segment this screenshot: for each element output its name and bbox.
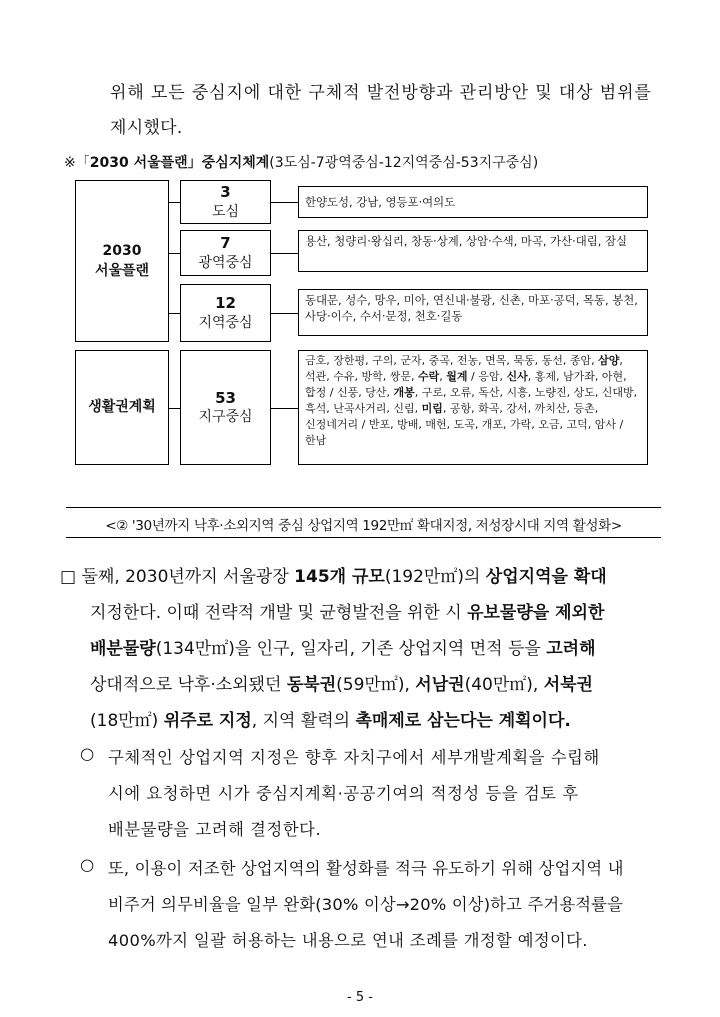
areas-bold: 월계 xyxy=(446,370,468,383)
areas-bold: 수락 xyxy=(417,370,440,383)
section-rule-bottom xyxy=(66,537,661,538)
tier-areas-district xyxy=(298,350,648,465)
sub-item-2-line-2: 비주거 의무비율을 일부 완화(30% 이상→20% 이상)하고 주거용적률을 xyxy=(108,895,624,914)
sub-item-2-line-1: 또, 이용이 저조한 상업지역의 활성화를 적극 유도하기 위해 상업지역 내 xyxy=(108,859,624,878)
paragraph-line-4 xyxy=(90,670,593,695)
tier-count: 3 xyxy=(220,183,231,202)
areas-text: / 응암, xyxy=(467,370,507,383)
tier-box-regional xyxy=(180,230,271,276)
note-detail: (3도심-7광역중심-12지역중심-53지구중심) xyxy=(269,155,539,171)
text-bold: 상업지역을 확대 xyxy=(485,567,607,587)
note-plan-title: 2030 서울플랜 xyxy=(89,155,188,171)
text-bold: 145개 규모 xyxy=(294,567,385,587)
connector xyxy=(169,202,180,203)
text-run: 지정한다. 이때 전략적 개발 및 균형발전을 위한 시 xyxy=(90,603,468,623)
tier-box-district xyxy=(180,350,271,465)
tier-name: 도심 xyxy=(211,203,240,220)
note-title xyxy=(64,152,538,172)
plan-label-year: 2030 xyxy=(102,242,142,259)
square-bullet: □ xyxy=(60,567,77,587)
text-bold: 유보물량을 제외한 xyxy=(467,603,605,623)
section-rule-top xyxy=(66,507,661,508)
sub-item-1-line-1: 구체적인 상업지역 지정은 향후 자치구에서 세부개발계획을 수립해 xyxy=(108,748,600,767)
paragraph-line-5 xyxy=(90,706,571,731)
text-bold: 고려해 xyxy=(546,639,596,659)
tier-areas-local xyxy=(298,289,648,336)
tier-areas-regional xyxy=(298,230,648,272)
intro-line-1: 위해 모든 중심지에 대한 구체적 발전방향과 관리방안 및 대상 범위를 xyxy=(110,83,652,103)
plan-label-name: 서울플랜 xyxy=(94,263,150,279)
sub-item-bullet: ○ xyxy=(80,744,95,763)
areas-text: , xyxy=(439,370,447,383)
intro-line-2: 제시했다. xyxy=(110,118,183,138)
areas-text: , 홍제, 남가좌, 아현, 합정 / 신풍, 당산, xyxy=(305,370,627,399)
connector xyxy=(169,253,180,254)
areas-text: 한양도성, 강남, 영등포·여의도 xyxy=(305,194,456,209)
tier-count: 12 xyxy=(215,294,236,313)
tier-box-local xyxy=(180,284,271,342)
areas-text: 용산, 청량리·왕십리, 창동·상계, 상암·수색, 마곡, 가산·대림, 잠실 xyxy=(305,234,628,248)
text-bold: 서북권 xyxy=(543,675,593,695)
life-plan-label: 생활권계획 xyxy=(88,399,156,416)
connector xyxy=(271,313,298,314)
text-bold: 위주로 지정 xyxy=(163,711,252,731)
text-run: (18만㎡) xyxy=(90,711,164,731)
life-plan-label-box xyxy=(75,350,169,465)
tier-count: 53 xyxy=(215,388,236,407)
areas-text: , 구로, 오류, 독산, 시흥, 노량진, 상도, 신대방, 흑석, 난곡사거리, 신림, xyxy=(305,386,638,415)
sub-item-bullet: ○ xyxy=(80,855,95,874)
paragraph-line-3 xyxy=(90,634,596,659)
text-run: 둘째, 2030년까지 서울광장 xyxy=(81,567,295,587)
areas-text: 금호, 장한평, 구의, 군자, 중곡, 전농, 면목, 묵동, 동선, 종암, xyxy=(305,354,599,367)
text-run: (59만㎡), xyxy=(336,675,416,695)
areas-bold: 개봉 xyxy=(393,386,415,399)
connector xyxy=(169,408,180,409)
connector xyxy=(271,202,298,203)
areas-bold: 미림 xyxy=(421,402,443,415)
note-prefix: ※「 xyxy=(64,155,90,171)
sub-item-1-line-2: 시에 요청하면 시가 중심지계획·공공기여의 적정성 등을 검토 후 xyxy=(108,784,579,803)
paragraph-line-1 xyxy=(60,562,607,587)
text-run: 상대적으로 낙후·소외됐던 xyxy=(90,675,287,695)
tier-name: 지구중심 xyxy=(198,409,253,426)
tier-name: 지역중심 xyxy=(198,314,253,331)
tier-areas-downtown xyxy=(298,186,648,218)
text-run: (40만㎡), xyxy=(464,675,544,695)
sub-item-2-line-3: 400%까지 일괄 허용하는 내용으로 연내 조례를 개정할 예정이다. xyxy=(108,931,588,950)
text-bold: 촉매제로 삼는다는 계획이다. xyxy=(355,711,571,731)
areas-bold: 삼양 xyxy=(598,354,620,367)
tier-count: 7 xyxy=(220,234,231,253)
text-run: (192만㎡)의 xyxy=(384,567,486,587)
sub-item-1-line-3: 배분물량을 고려해 결정한다. xyxy=(108,820,322,839)
section-header: <② '30년까지 낙후·소외지역 중심 상업지역 192만㎡ 확대지정, 저성장시대 지역 활성화> xyxy=(105,518,622,534)
connector xyxy=(169,313,180,314)
text-run: , 지역 활력의 xyxy=(251,711,356,731)
connector xyxy=(271,408,298,409)
tier-box-downtown xyxy=(180,180,271,224)
text-bold: 배분물량 xyxy=(90,639,156,659)
text-bold: 서남권 xyxy=(415,675,465,695)
areas-text: , 공항, 화곡, 강서, 까치산, 등촌, 신정네거리 / 반포, 방배, 매헌, 도곡, 개포, 가락, 오금, 고덕, 암사 / 한남 xyxy=(305,402,624,447)
tier-name: 광역중심 xyxy=(198,254,253,271)
note-suffix: 」중심지체계 xyxy=(187,155,270,171)
areas-bold: 신사 xyxy=(506,370,528,383)
plan-label-box xyxy=(75,180,169,342)
areas-text: , 석관, 수유, 방학, 쌍문, xyxy=(305,354,623,383)
text-bold: 동북권 xyxy=(286,675,337,695)
text-run: (134만㎡)을 인구, 일자리, 기존 상업지역 면적 등을 xyxy=(155,639,547,659)
areas-text: 동대문, 성수, 망우, 미아, 연신내·불광, 신촌, 마포·공덕, 목동, 봉천, 사당·이수, 수서·문정, 천호·길동 xyxy=(305,293,638,324)
paragraph-line-2 xyxy=(90,598,604,623)
page-number: - 5 - xyxy=(347,990,373,1005)
connector xyxy=(271,253,298,254)
